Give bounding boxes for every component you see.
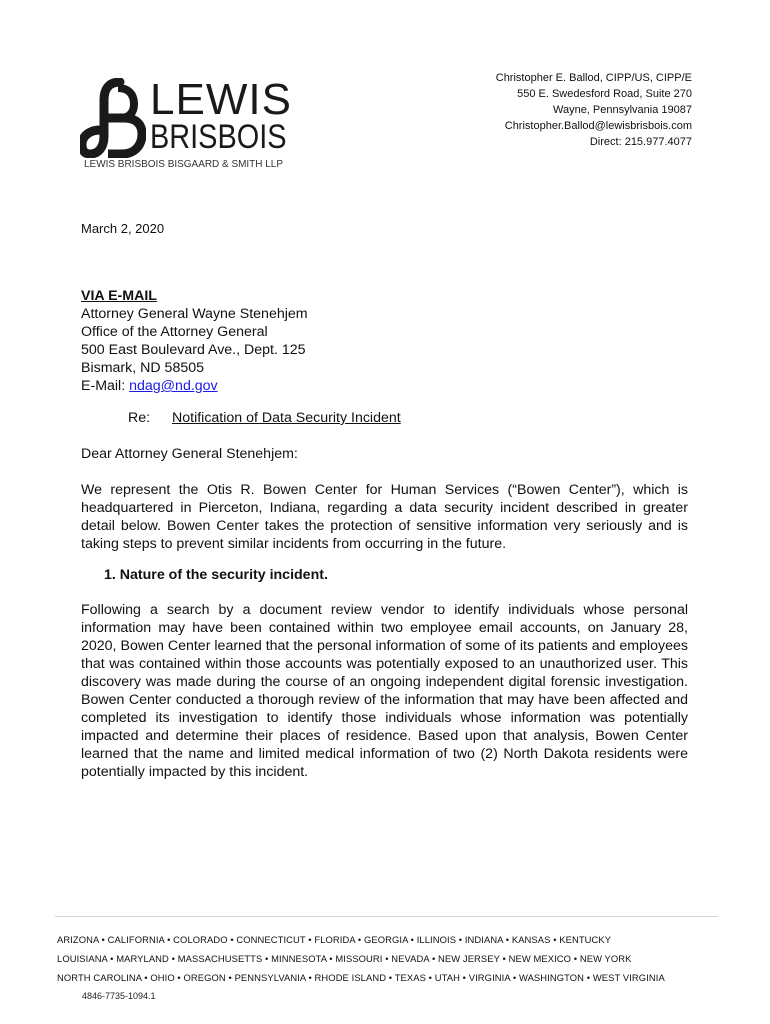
footer-states-line-1: ARIZONA • CALIFORNIA • COLORADO • CONNECTICUT • FLORIDA • GEORGIA • ILLINOIS • INDIANA • KANSAS • KENTUCKY [57,934,612,945]
recipient-email-label: E-Mail: [81,378,130,394]
paragraph-incident: Following a search by a document review vendor to identify individuals whose personal information may have been contained within two employee email accounts, on January 28, 2020, Bowen Center learned that the personal information of some of its patients and employees that was contained within those accounts was potentially exposed to an unauthorized user. This discovery was made during the course of an ongoing independent digital forensic investigation. Bowen Center conducted a thorough review of the information that may have been affected and completed its investigation to identify those individuals whose information was potentially impacted and determine their places of residence. Based upon that analysis, Bowen Center learned that the name and limited medical information of two (2) North Dakota residents were potentially impacted by this incident. [81,602,688,780]
firm-logo [80,75,310,178]
letter-date: March 2, 2020 [81,221,165,236]
document-id: 4846-7735-1094.1 [82,991,156,1001]
recipient-name: Attorney General Wayne Stenehjem [81,306,308,322]
sender-email: Christopher.Ballod@lewisbrisbois.com [504,120,692,132]
recipient-block [81,287,308,395]
delivery-method: VIA E-MAIL [81,288,157,304]
logo-wordmark-top: LEWIS [150,75,292,124]
paragraph-intro: We represent the Otis R. Bowen Center for Human Services (“Bowen Center”), which is headquartered in Pierceton, Indiana, regarding a data security incident described in greater detail below. Bowen Center takes the protection of sensitive information very seriously and is taking steps to prevent similar incidents from occurring in the future. [81,482,688,552]
recipient-office: Office of the Attorney General [81,324,268,340]
logo-firm-name: LEWIS BRISBOIS BISGAARD & SMITH LLP [84,158,284,170]
lb-monogram-icon [80,78,146,158]
re-subject: Notification of Data Security Incident [172,410,401,426]
footer-states-line-2: LOUISIANA • MARYLAND • MASSACHUSETTS • MINNESOTA • MISSOURI • NEVADA • NEW JERSEY • NEW MEXICO • NEW YORK [57,953,632,964]
section-heading-1: 1. Nature of the security incident. [104,567,328,583]
recipient-email-line [81,377,308,395]
footer-states-line-3: NORTH CAROLINA • OHIO • OREGON • PENNSYLVANIA • RHODE ISLAND • TEXAS • UTAH • VIRGINIA • WASHINGTON • WEST VIRGINIA [57,972,665,983]
sender-direct: Direct: 215.977.4077 [589,136,692,148]
recipient-email-link[interactable]: ndag@nd.gov [129,378,218,394]
recipient-city: Bismark, ND 58505 [81,360,205,376]
sender-block [496,70,692,150]
re-line [128,410,401,426]
sender-name: Christopher E. Ballod, CIPP/US, CIPP/E [495,72,692,84]
salutation: Dear Attorney General Stenehjem: [81,446,298,462]
re-label: Re: [128,410,151,426]
sender-street: 550 E. Swedesford Road, Suite 270 [517,88,692,100]
sender-city: Wayne, Pennsylvania 19087 [552,104,692,116]
logo-wordmark-bottom: BRISBOIS [150,118,287,156]
recipient-street: 500 East Boulevard Ave., Dept. 125 [81,342,306,358]
footer-divider [55,916,718,917]
